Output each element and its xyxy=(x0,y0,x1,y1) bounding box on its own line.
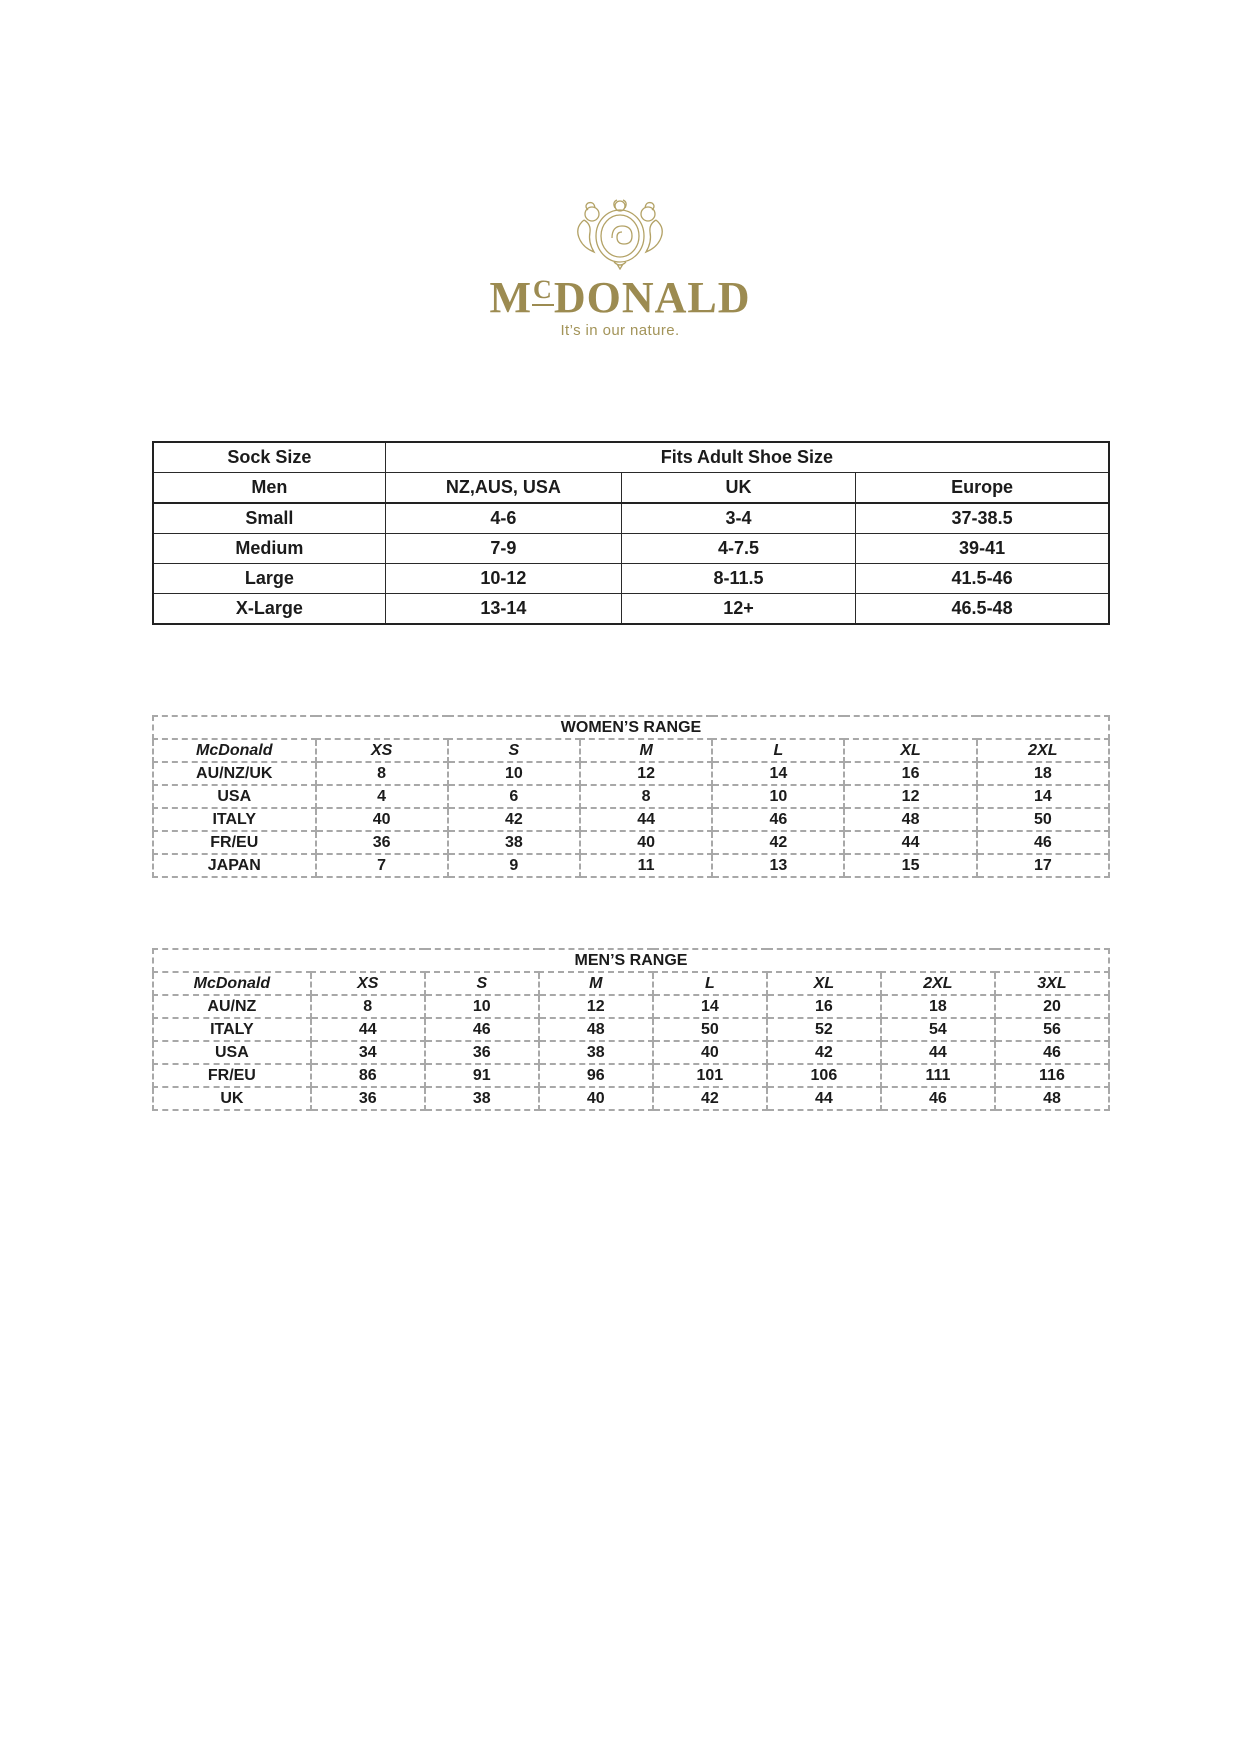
table-row xyxy=(153,594,1109,625)
sock-table-header-row-1 xyxy=(153,442,1109,473)
table-cell: 50 xyxy=(653,1018,767,1041)
table-header-row xyxy=(153,739,1109,762)
column-header: M xyxy=(580,739,712,762)
table-cell: 10 xyxy=(425,995,539,1018)
table-cell: 10 xyxy=(712,785,844,808)
table-cell: 17 xyxy=(977,854,1109,877)
table-cell: 13-14 xyxy=(385,594,621,625)
column-header: L xyxy=(712,739,844,762)
table-cell: 46 xyxy=(995,1041,1109,1064)
column-header: L xyxy=(653,972,767,995)
table-cell: 46 xyxy=(977,831,1109,854)
table-cell: 4 xyxy=(316,785,448,808)
row-label: X-Large xyxy=(153,594,385,625)
sock-table-header-row-2 xyxy=(153,473,1109,504)
table-cell: 37-38.5 xyxy=(856,503,1109,534)
brand-tagline: It’s in our nature. xyxy=(560,322,680,339)
table-cell: 20 xyxy=(995,995,1109,1018)
table-cell: 8 xyxy=(580,785,712,808)
table-cell: 40 xyxy=(539,1087,653,1110)
table-cell: 40 xyxy=(316,808,448,831)
table-cell: 8 xyxy=(311,995,425,1018)
table-row xyxy=(153,564,1109,594)
table-row xyxy=(153,831,1109,854)
table-cell: 12 xyxy=(539,995,653,1018)
table-cell: 14 xyxy=(653,995,767,1018)
table-cell: 44 xyxy=(767,1087,881,1110)
table-cell: 12 xyxy=(844,785,976,808)
womens-range-table xyxy=(152,715,1110,878)
table-cell: 15 xyxy=(844,854,976,877)
row-label: USA xyxy=(153,785,316,808)
table-cell: 14 xyxy=(977,785,1109,808)
table-row xyxy=(153,995,1109,1018)
table-cell: 34 xyxy=(311,1041,425,1064)
table-cell: 13 xyxy=(712,854,844,877)
column-header: UK xyxy=(621,473,855,504)
table-cell: 111 xyxy=(881,1064,995,1087)
table-cell: 36 xyxy=(316,831,448,854)
table-cell: 14 xyxy=(712,762,844,785)
table-cell: 86 xyxy=(311,1064,425,1087)
table-cell: 42 xyxy=(653,1087,767,1110)
row-label: UK xyxy=(153,1087,311,1110)
table-row xyxy=(153,1018,1109,1041)
table-cell: 42 xyxy=(712,831,844,854)
column-header: NZ,AUS, USA xyxy=(385,473,621,504)
brand-wordmark: $M^CDONALD$ xyxy=(489,273,751,322)
table-cell: 48 xyxy=(995,1087,1109,1110)
column-header: 2XL xyxy=(881,972,995,995)
table-cell: 8 xyxy=(316,762,448,785)
row-label: Large xyxy=(153,564,385,594)
table-cell: 44 xyxy=(580,808,712,831)
column-header: XL xyxy=(767,972,881,995)
table-cell: 4-7.5 xyxy=(621,534,855,564)
table-cell: 46 xyxy=(425,1018,539,1041)
row-label: ITALY xyxy=(153,1018,311,1041)
row-label: AU/NZ xyxy=(153,995,311,1018)
table-row xyxy=(153,762,1109,785)
table-cell: 36 xyxy=(311,1087,425,1110)
table-cell: 38 xyxy=(425,1087,539,1110)
table-cell: 44 xyxy=(311,1018,425,1041)
column-header: S xyxy=(448,739,580,762)
table-row xyxy=(153,1064,1109,1087)
table-cell: 12 xyxy=(580,762,712,785)
column-header: McDonald xyxy=(153,739,316,762)
table-cell: 3-4 xyxy=(621,503,855,534)
table-row xyxy=(153,1087,1109,1110)
table-cell: 96 xyxy=(539,1064,653,1087)
table-cell: 10-12 xyxy=(385,564,621,594)
table-cell: 101 xyxy=(653,1064,767,1087)
column-header: XS xyxy=(311,972,425,995)
table-cell: 46 xyxy=(712,808,844,831)
table-cell: 52 xyxy=(767,1018,881,1041)
table-cell: 40 xyxy=(580,831,712,854)
table-cell: 42 xyxy=(767,1041,881,1064)
table-cell: 44 xyxy=(844,831,976,854)
table-cell: 48 xyxy=(539,1018,653,1041)
mcdonald-crest-icon xyxy=(568,198,672,270)
table-cell: 54 xyxy=(881,1018,995,1041)
table-row xyxy=(153,534,1109,564)
brand-logo-block xyxy=(0,198,1240,339)
column-header: Fits Adult Shoe Size xyxy=(385,442,1109,473)
table-cell: 10 xyxy=(448,762,580,785)
column-header: XL xyxy=(844,739,976,762)
table-title-row xyxy=(153,716,1109,739)
table-cell: 56 xyxy=(995,1018,1109,1041)
row-label: ITALY xyxy=(153,808,316,831)
table-cell: 7 xyxy=(316,854,448,877)
table-cell: 42 xyxy=(448,808,580,831)
table-cell: 44 xyxy=(881,1041,995,1064)
table-cell: 38 xyxy=(539,1041,653,1064)
row-label: AU/NZ/UK xyxy=(153,762,316,785)
row-label: Small xyxy=(153,503,385,534)
row-label: Medium xyxy=(153,534,385,564)
table-row xyxy=(153,503,1109,534)
table-row xyxy=(153,1041,1109,1064)
table-cell: 8-11.5 xyxy=(621,564,855,594)
column-header: M xyxy=(539,972,653,995)
table-cell: 6 xyxy=(448,785,580,808)
row-label: FR/EU xyxy=(153,831,316,854)
table-cell: 7-9 xyxy=(385,534,621,564)
table-cell: 16 xyxy=(767,995,881,1018)
table-cell: 46 xyxy=(881,1087,995,1110)
table-cell: 48 xyxy=(844,808,976,831)
table-row xyxy=(153,854,1109,877)
column-header: S xyxy=(425,972,539,995)
table-row xyxy=(153,785,1109,808)
table-cell: 16 xyxy=(844,762,976,785)
table-cell: 116 xyxy=(995,1064,1109,1087)
table-title: MEN’S RANGE xyxy=(153,949,1109,972)
row-label: USA xyxy=(153,1041,311,1064)
table-cell: 46.5-48 xyxy=(856,594,1109,625)
table-cell: 91 xyxy=(425,1064,539,1087)
table-row xyxy=(153,808,1109,831)
table-cell: 12+ xyxy=(621,594,855,625)
table-cell: 38 xyxy=(448,831,580,854)
table-cell: 18 xyxy=(881,995,995,1018)
sock-size-table xyxy=(152,441,1110,625)
column-header: 2XL xyxy=(977,739,1109,762)
table-cell: 9 xyxy=(448,854,580,877)
table-cell: 41.5-46 xyxy=(856,564,1109,594)
table-cell: 11 xyxy=(580,854,712,877)
table-header-row xyxy=(153,972,1109,995)
table-cell: 18 xyxy=(977,762,1109,785)
table-cell: 36 xyxy=(425,1041,539,1064)
column-header: XS xyxy=(316,739,448,762)
column-header: McDonald xyxy=(153,972,311,995)
column-header: 3XL xyxy=(995,972,1109,995)
row-label: FR/EU xyxy=(153,1064,311,1087)
table-cell: 39-41 xyxy=(856,534,1109,564)
table-title-row xyxy=(153,949,1109,972)
brand-small-c: C xyxy=(533,275,553,304)
column-header: Men xyxy=(153,473,385,504)
table-cell: 106 xyxy=(767,1064,881,1087)
table-title: WOMEN’S RANGE xyxy=(153,716,1109,739)
table-cell: 4-6 xyxy=(385,503,621,534)
table-cell: 50 xyxy=(977,808,1109,831)
table-cell: 40 xyxy=(653,1041,767,1064)
column-header: Europe xyxy=(856,473,1109,504)
column-header: Sock Size xyxy=(153,442,385,473)
mens-range-table xyxy=(152,948,1110,1111)
row-label: JAPAN xyxy=(153,854,316,877)
